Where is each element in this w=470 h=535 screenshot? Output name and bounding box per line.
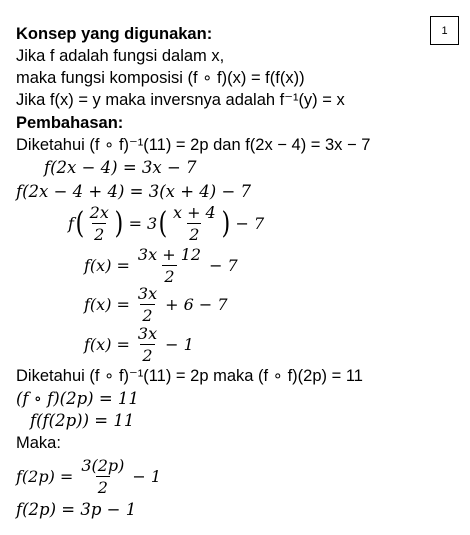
step-4-numerator-2: x + 4 <box>172 203 216 222</box>
step-4-suffix: − 7 <box>235 214 265 233</box>
step-4-fraction-2 <box>171 203 218 244</box>
step-6-suffix: + 6 − 7 <box>165 295 228 314</box>
close-paren: ) <box>114 205 124 241</box>
step-5-fraction <box>136 245 203 286</box>
step-7-suffix: − 1 <box>165 335 194 354</box>
step-11-prefix: f(2p) = <box>16 467 74 486</box>
step-6 <box>84 284 228 325</box>
step-11-numerator: 3(2p) <box>81 456 125 475</box>
step-5-numerator: 3x + 12 <box>137 245 202 264</box>
konsep-line-3: Jika f(x) = y maka inversnya adalah f⁻¹(y) = x <box>16 91 345 109</box>
step-6-numerator: 3x <box>137 284 158 303</box>
konsep-line-2: maka fungsi komposisi (f ∘ f)(x) = f(f(x)) <box>16 69 305 87</box>
open-paren: ( <box>75 205 85 241</box>
step-6-fraction <box>136 284 159 325</box>
step-7-prefix: f(x) = <box>84 335 130 354</box>
step-7-numerator: 3x <box>137 324 158 343</box>
step-2: f(2x − 4) = 3x − 7 <box>44 158 197 177</box>
step-9: (f ∘ f)(2p) = 11 <box>16 389 139 408</box>
konsep-heading: Konsep yang digunakan: <box>16 25 213 43</box>
maka-label: Maka: <box>16 434 61 452</box>
step-11 <box>16 456 161 497</box>
step-11-fraction <box>79 456 126 497</box>
step-10: f(f(2p)) = 11 <box>30 411 135 430</box>
step-4 <box>68 203 264 244</box>
pembahasan-heading: Pembahasan: <box>16 114 124 132</box>
step-4-numerator-1: 2x <box>89 203 109 222</box>
open-paren: ( <box>158 205 168 241</box>
close-paren: ) <box>221 205 230 241</box>
step-6-prefix: f(x) = <box>84 295 130 314</box>
step-5 <box>84 245 238 286</box>
step-5-denominator: 2 <box>164 267 175 286</box>
step-4-prefix: f <box>68 214 74 233</box>
step-4-denominator-2: 2 <box>189 225 200 244</box>
step-12: f(2p) = 3p − 1 <box>16 500 137 519</box>
page-number-badge: 1 <box>430 16 459 45</box>
step-4-denominator-1: 2 <box>94 225 105 244</box>
step-5-prefix: f(x) = <box>84 256 130 275</box>
step-7-denominator: 2 <box>142 346 153 365</box>
step-8: Diketahui (f ∘ f)⁻¹(11) = 2p maka (f ∘ f)(2p) = 11 <box>16 367 363 385</box>
step-1: Diketahui (f ∘ f)⁻¹(11) = 2p dan f(2x − 4) = 3x − 7 <box>16 136 371 154</box>
step-5-suffix: − 7 <box>209 256 238 275</box>
step-3: f(2x − 4 + 4) = 3(x + 4) − 7 <box>16 182 252 201</box>
step-7 <box>84 324 194 365</box>
step-4-mid: = 3 <box>128 214 158 233</box>
step-11-suffix: − 1 <box>132 467 162 486</box>
step-11-denominator: 2 <box>97 478 108 497</box>
step-6-denominator: 2 <box>142 306 153 325</box>
konsep-line-1: Jika f adalah fungsi dalam x, <box>16 47 225 65</box>
step-4-fraction-1 <box>88 203 111 244</box>
step-7-fraction <box>136 324 159 365</box>
